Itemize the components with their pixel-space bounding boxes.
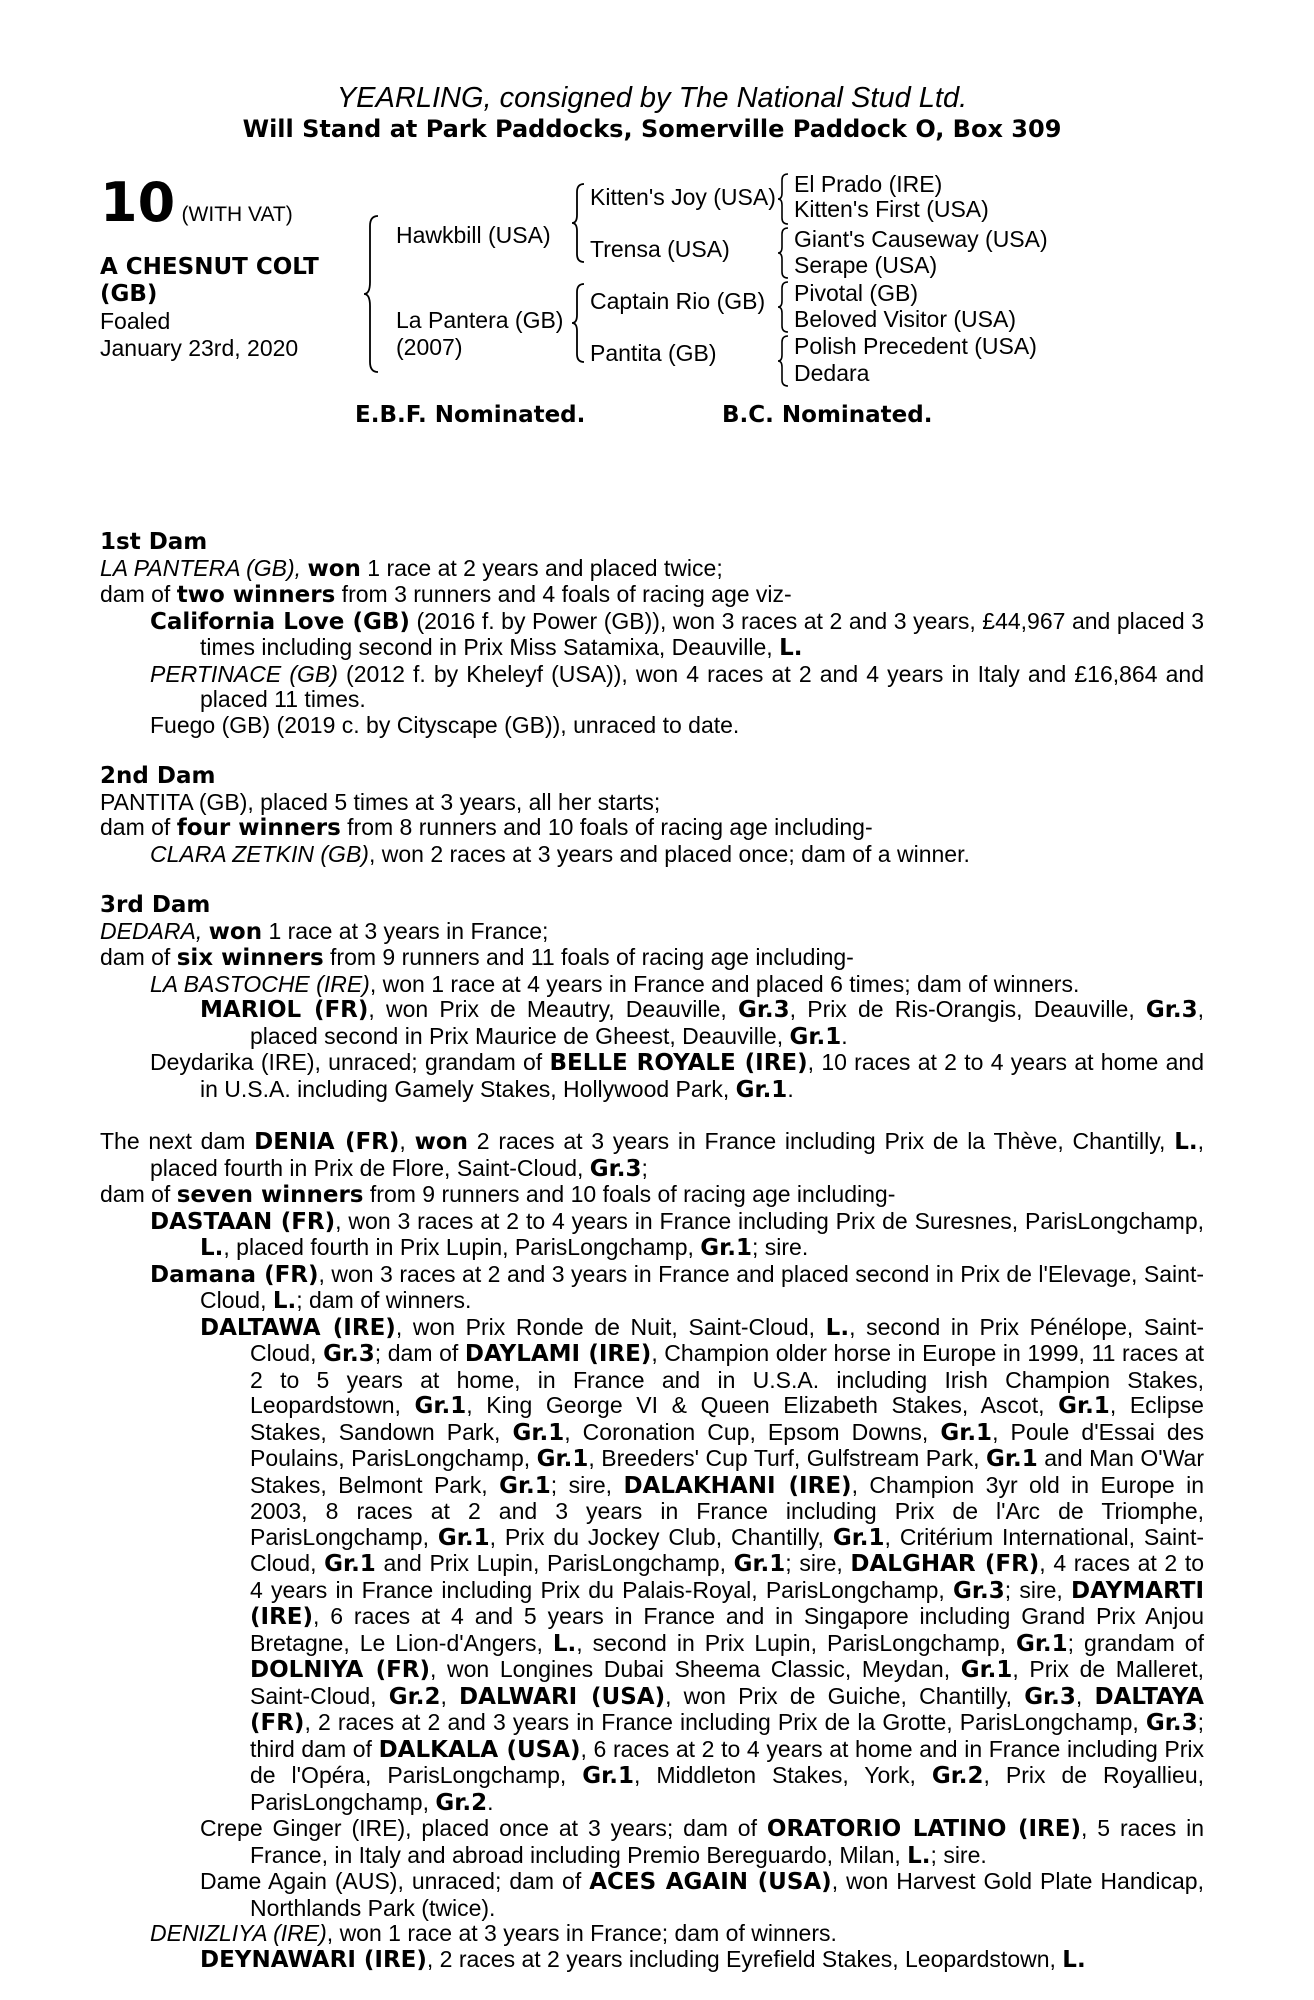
grandfoal-text-run: Gr.1 (536, 1446, 589, 1472)
dam-line-brace (570, 282, 588, 364)
stabling-line: Will Stand at Park Paddocks, Somerville Paddock O, Box 309 (242, 115, 1062, 143)
pedigree-dam: La Pantera (GB) (396, 307, 564, 333)
pedigree-block (100, 171, 1204, 504)
grandfoal-text-run: L. (825, 1314, 850, 1341)
grandfoal-text-run: Gr.2 (435, 1789, 488, 1816)
lot-description-country: (GB) (100, 281, 158, 307)
first-dam-foal-3: Fuego (GB) (2019 c. by Cityscape (GB)), unraced to date. (150, 711, 740, 738)
foaled-label: Foaled (100, 308, 171, 334)
grandfoal-text-run: Gr.1 (582, 1763, 634, 1789)
ggp-brace-4 (776, 334, 792, 388)
grandfoal-text-run: DAYMARTI (IRE) (250, 1577, 1205, 1630)
third-dam-foal-2: Deydarika (IRE), unraced; grandam of BELLE ROYALE (IRE), 10 races at 2 to 4 years at home and in U.S.A. including Gamely Stakes, Hollywood Park, Gr.1. (150, 1049, 1204, 1103)
grandfoal-text-run: DALAKHANI (IRE) (623, 1472, 852, 1499)
grandfoal-text-run: Gr.3 (323, 1341, 375, 1367)
ggp-2: Kitten's First (USA) (794, 196, 989, 222)
grandfoal-text-run: Gr.2 (388, 1683, 441, 1710)
grandfoal-text-run: and Man O'War Stakes, Belmont Park, (250, 1445, 1204, 1498)
grandfoal-text-run: , Champion older horse in Europe in 1999, 11 races at 2 to 5 years at home, in France and in U.S.A. including Irish Champion Stakes, Leopardstown, (250, 1340, 1204, 1418)
next-dam-grandfoal-1 (100, 1315, 1204, 1817)
grandfoal-text-run: Gr.1 (324, 1551, 376, 1577)
ggp-brace-2 (776, 226, 792, 280)
next-dam-foal-1: DASTAAN (FR), won 3 races at 2 to 4 years in France including Prix de Suresnes, ParisLongchamp, L., placed fourth in Prix Lupin, ParisLongchamp, Gr.1; sire. (150, 1207, 1205, 1261)
grandfoal-text-run: DAYLAMI (IRE) (464, 1341, 652, 1367)
grandfoal-text-run: DALKALA (USA) (378, 1736, 581, 1763)
lot-number-row (100, 171, 293, 234)
lot-vat: (WITH VAT) (181, 203, 293, 226)
ggp-1: El Prado (IRE) (794, 171, 943, 197)
grandfoal-text-run: . (487, 1788, 494, 1815)
grandfoal-text-run: , Eclipse Stakes, Sandown Park, (250, 1392, 1204, 1445)
grandfoal-text-run: , Champion 3yr old in Europe in 2003, 8 races at 2 and 3 years in France including Prix de l'Arc de Triomphe, ParisLongchamp, (250, 1471, 1204, 1550)
grandfoal-text-run: , (440, 1682, 460, 1709)
next-dam-grandfoal-3: Dame Again (AUS), unraced; dam of ACES AGAIN (USA), won Harvest Gold Plate Handicap, Northlands Park (twice). (200, 1868, 1204, 1921)
next-dam-grandfoal-2: Crepe Ginger (IRE), placed once at 3 years; dam of ORATORIO LATINO (IRE), 5 races in France, in Italy and abroad including Premio Bereguardo, Milan, L.; sire. (200, 1815, 1205, 1869)
lot-number: 10 (100, 171, 176, 234)
grandfoal-text-run: Gr.1 (1015, 1630, 1068, 1657)
grandfoal-text-run: ; dam of (374, 1340, 465, 1366)
ggp-4: Serape (USA) (794, 252, 938, 278)
consignor-line: YEARLING, consigned by The National Stud Ltd. (336, 82, 968, 114)
third-dam-produce-line: dam of six winners from 9 runners and 11 foals of racing age including- (100, 944, 854, 971)
grandfoal-text-run: Gr.3 (1024, 1683, 1076, 1710)
sire-line-brace (570, 182, 588, 264)
second-dam-produce-line: dam of four winners from 8 runners and 10 foals of racing age including- (100, 814, 873, 841)
bc-nominated: B.C. Nominated. (722, 402, 933, 428)
grandfoal-text-run: DALTAYA (FR) (250, 1683, 1204, 1736)
ebf-nominated: E.B.F. Nominated. (355, 402, 586, 428)
grandfoal-text-run: , Critérium International, Saint-Cloud, (250, 1523, 1204, 1576)
grandfoal-text-run: Gr.1 (512, 1419, 565, 1446)
grandfoal-text-run: ; grandam of (1067, 1629, 1204, 1656)
first-dam-produce-line: dam of two winners from 3 runners and 4 foals of racing age viz- (100, 581, 792, 608)
grandfoal-text-run: , second in Prix Lupin, ParisLongchamp, (576, 1629, 1016, 1656)
ggp-6: Beloved Visitor (USA) (794, 306, 1016, 332)
second-dam-title: 2nd Dam (100, 763, 216, 789)
grandfoal-text-run: , Breeders' Cup Turf, Gulfstream Park, (588, 1445, 987, 1471)
grandfoal-text-run: DALWARI (USA) (459, 1683, 666, 1710)
ggp-8: Dedara (794, 360, 870, 386)
grandfoal-text-run: L. (552, 1630, 577, 1657)
second-dam-line: PANTITA (GB), placed 5 times at 3 years, all her starts; (100, 788, 661, 815)
third-dam-title: 3rd Dam (100, 892, 211, 918)
grandfoal-text-run: Gr.1 (832, 1524, 885, 1551)
grandfoal-text-run: , 6 races at 2 to 4 years at home and in France including Prix de l'Opéra, ParisLongchamp, (250, 1735, 1205, 1788)
catalogue-page (100, 82, 1205, 1973)
grandfoal-text-run: Gr.1 (1058, 1393, 1110, 1419)
grandfoal-text-run: Gr.1 (960, 1657, 1013, 1683)
grandfoal-text-run: , Prix de Royallieu, ParisLongchamp, (250, 1762, 1204, 1815)
next-dam-line: The next dam DENIA (FR), won 2 races at 3 years in France including Prix de la Thève, Chantilly, L., placed fourth in Prix de Flore, Saint-Cloud, Gr.3; (100, 1128, 1204, 1182)
pedigree-dam-sire: Captain Rio (GB) (590, 288, 766, 314)
produce-record (100, 530, 1204, 1973)
third-dam-grandfoal-1: MARIOL (FR), won Prix de Meautry, Deauville, Gr.3, Prix de Ris-Orangis, Deauville, Gr.3, placed second in Prix Maurice de Gheest, Deauville, Gr.1. (200, 996, 1204, 1050)
grandfoal-text-run: , won Prix Ronde de Nuit, Saint-Cloud, (395, 1313, 826, 1340)
grandfoal-text-run: , Middleton Stakes, York, (633, 1762, 932, 1788)
next-dam-foal-3: DENIZLIYA (IRE), won 1 race at 3 years in France; dam of winners. (150, 1920, 837, 1946)
next-dam-grandfoal-4: DEYNAWARI (IRE), 2 races at 2 years including Eyrefield Stakes, Leopardstown, L. (200, 1945, 1086, 1973)
lot-description: A CHESNUT COLT (100, 254, 319, 280)
grandfoal-text-run: DALGHAR (FR) (850, 1551, 1040, 1577)
grandfoal-text-run: ; sire, (785, 1550, 851, 1576)
grandfoal-text-run: , second in Prix Pénélope, Saint-Cloud, (250, 1313, 1204, 1366)
ggp-7: Polish Precedent (USA) (794, 333, 1037, 359)
third-dam-line: DEDARA, won 1 race at 3 years in France; (100, 917, 549, 945)
grandfoal-text-run: Gr.1 (940, 1419, 993, 1446)
second-dam-foal-1: CLARA ZETKIN (GB), won 2 races at 3 years and placed once; dam of a winner. (150, 840, 970, 867)
next-dam-foal-2: Damana (FR), won 3 races at 2 and 3 years in France and placed second in Prix de l'Elevage, Saint-Cloud, L.; dam of winners. (150, 1260, 1204, 1314)
grandfoal-text-run: , (1075, 1682, 1095, 1709)
first-dam-line: LA PANTERA (GB), won 1 race at 2 years and placed twice; (100, 554, 723, 582)
grandfoal-text-run: , Prix de Malleret, Saint-Cloud, (250, 1656, 1204, 1709)
grandfoal-text-run: Gr.1 (733, 1551, 786, 1577)
grandfoal-text-run: , 2 races at 2 and 3 years in France including Prix de la Grotte, ParisLongchamp, (304, 1709, 1146, 1735)
grandfoal-text-run: Gr.1 (414, 1393, 467, 1419)
first-dam-foal-2: PERTINACE (GB) (2012 f. by Kheleyf (USA)), won 4 races at 2 and 4 years in Italy and £16,864 and placed 11 times. (150, 660, 1205, 712)
pedigree-dam-year: (2007) (396, 334, 463, 360)
grandfoal-text-run: , Prix du Jockey Club, Chantilly, (489, 1523, 833, 1550)
grandfoal-text-run: ; sire, (550, 1471, 624, 1498)
first-dam-title: 1st Dam (100, 529, 208, 555)
pedigree-sire: Hawkbill (USA) (396, 222, 551, 248)
grandfoal-text-run: DALTAWA (IRE) (200, 1314, 396, 1341)
grandfoal-text-run: Gr.1 (437, 1524, 490, 1551)
grandfoal-text-run: ; sire, (1004, 1576, 1072, 1603)
grandfoal-text-run: , 6 races at 4 and 5 years in France and in Singapore including Grand Prix Anjou Bretagne, Le Lion-d'Angers, (250, 1603, 1204, 1656)
grandfoal-text-run: Gr.3 (953, 1577, 1005, 1604)
grandfoal-text-run: , Poule d'Essai des Poulains, ParisLongchamp, (250, 1418, 1205, 1471)
grandfoal-text-run: Gr.3 (1145, 1710, 1198, 1736)
grandfoal-text-run: DOLNIYA (FR) (250, 1657, 431, 1683)
pedigree-sire-sire: Kitten's Joy (USA) (590, 184, 776, 210)
first-dam-foal-1: California Love (GB) (2016 f. by Power (GB)), won 3 races at 2 and 3 years, £44,967 and placed 3 times including second in Prix Miss Satamixa, Deauville, L. (150, 607, 1205, 661)
ggp-brace-1 (776, 172, 792, 226)
grandfoal-text-run: and Prix Lupin, ParisLongchamp, (375, 1550, 734, 1576)
ggp-5: Pivotal (GB) (794, 280, 918, 306)
pedigree-dam-dam: Pantita (GB) (590, 340, 717, 366)
grandfoal-text-run: , won Prix de Guiche, Chantilly, (665, 1682, 1025, 1709)
grandfoal-text-run: Gr.1 (499, 1472, 551, 1499)
next-dam-produce-line: dam of seven winners from 9 runners and 10 foals of racing age including- (100, 1181, 896, 1208)
third-dam-foal-1: LA BASTOCHE (IRE), won 1 race at 4 years in France and placed 6 times; dam of winners. (150, 970, 1080, 997)
ggp-3: Giant's Causeway (USA) (794, 226, 1048, 252)
grandfoal-text-run: , King George VI & Queen Elizabeth Stakes, Ascot, (466, 1392, 1059, 1418)
pedigree-sire-dam: Trensa (USA) (590, 236, 730, 262)
grandfoal-text-run: Gr.2 (931, 1763, 984, 1789)
grandfoal-text-run: , 4 races at 2 to 4 years in France including Prix du Palais-Royal, ParisLongchamp, (250, 1550, 1205, 1603)
grandfoal-text-run: , won Longines Dubai Sheema Classic, Meydan, (430, 1656, 961, 1682)
grandfoal-text-run: Gr.1 (986, 1446, 1038, 1472)
foaled-date: January 23rd, 2020 (100, 335, 299, 361)
grandfoal-text-run: , Coronation Cup, Epsom Downs, (564, 1418, 941, 1445)
grandfoal-text-run: ; third dam of (250, 1709, 1204, 1762)
ggp-brace-3 (776, 280, 792, 334)
sire-dam-brace (362, 214, 382, 374)
